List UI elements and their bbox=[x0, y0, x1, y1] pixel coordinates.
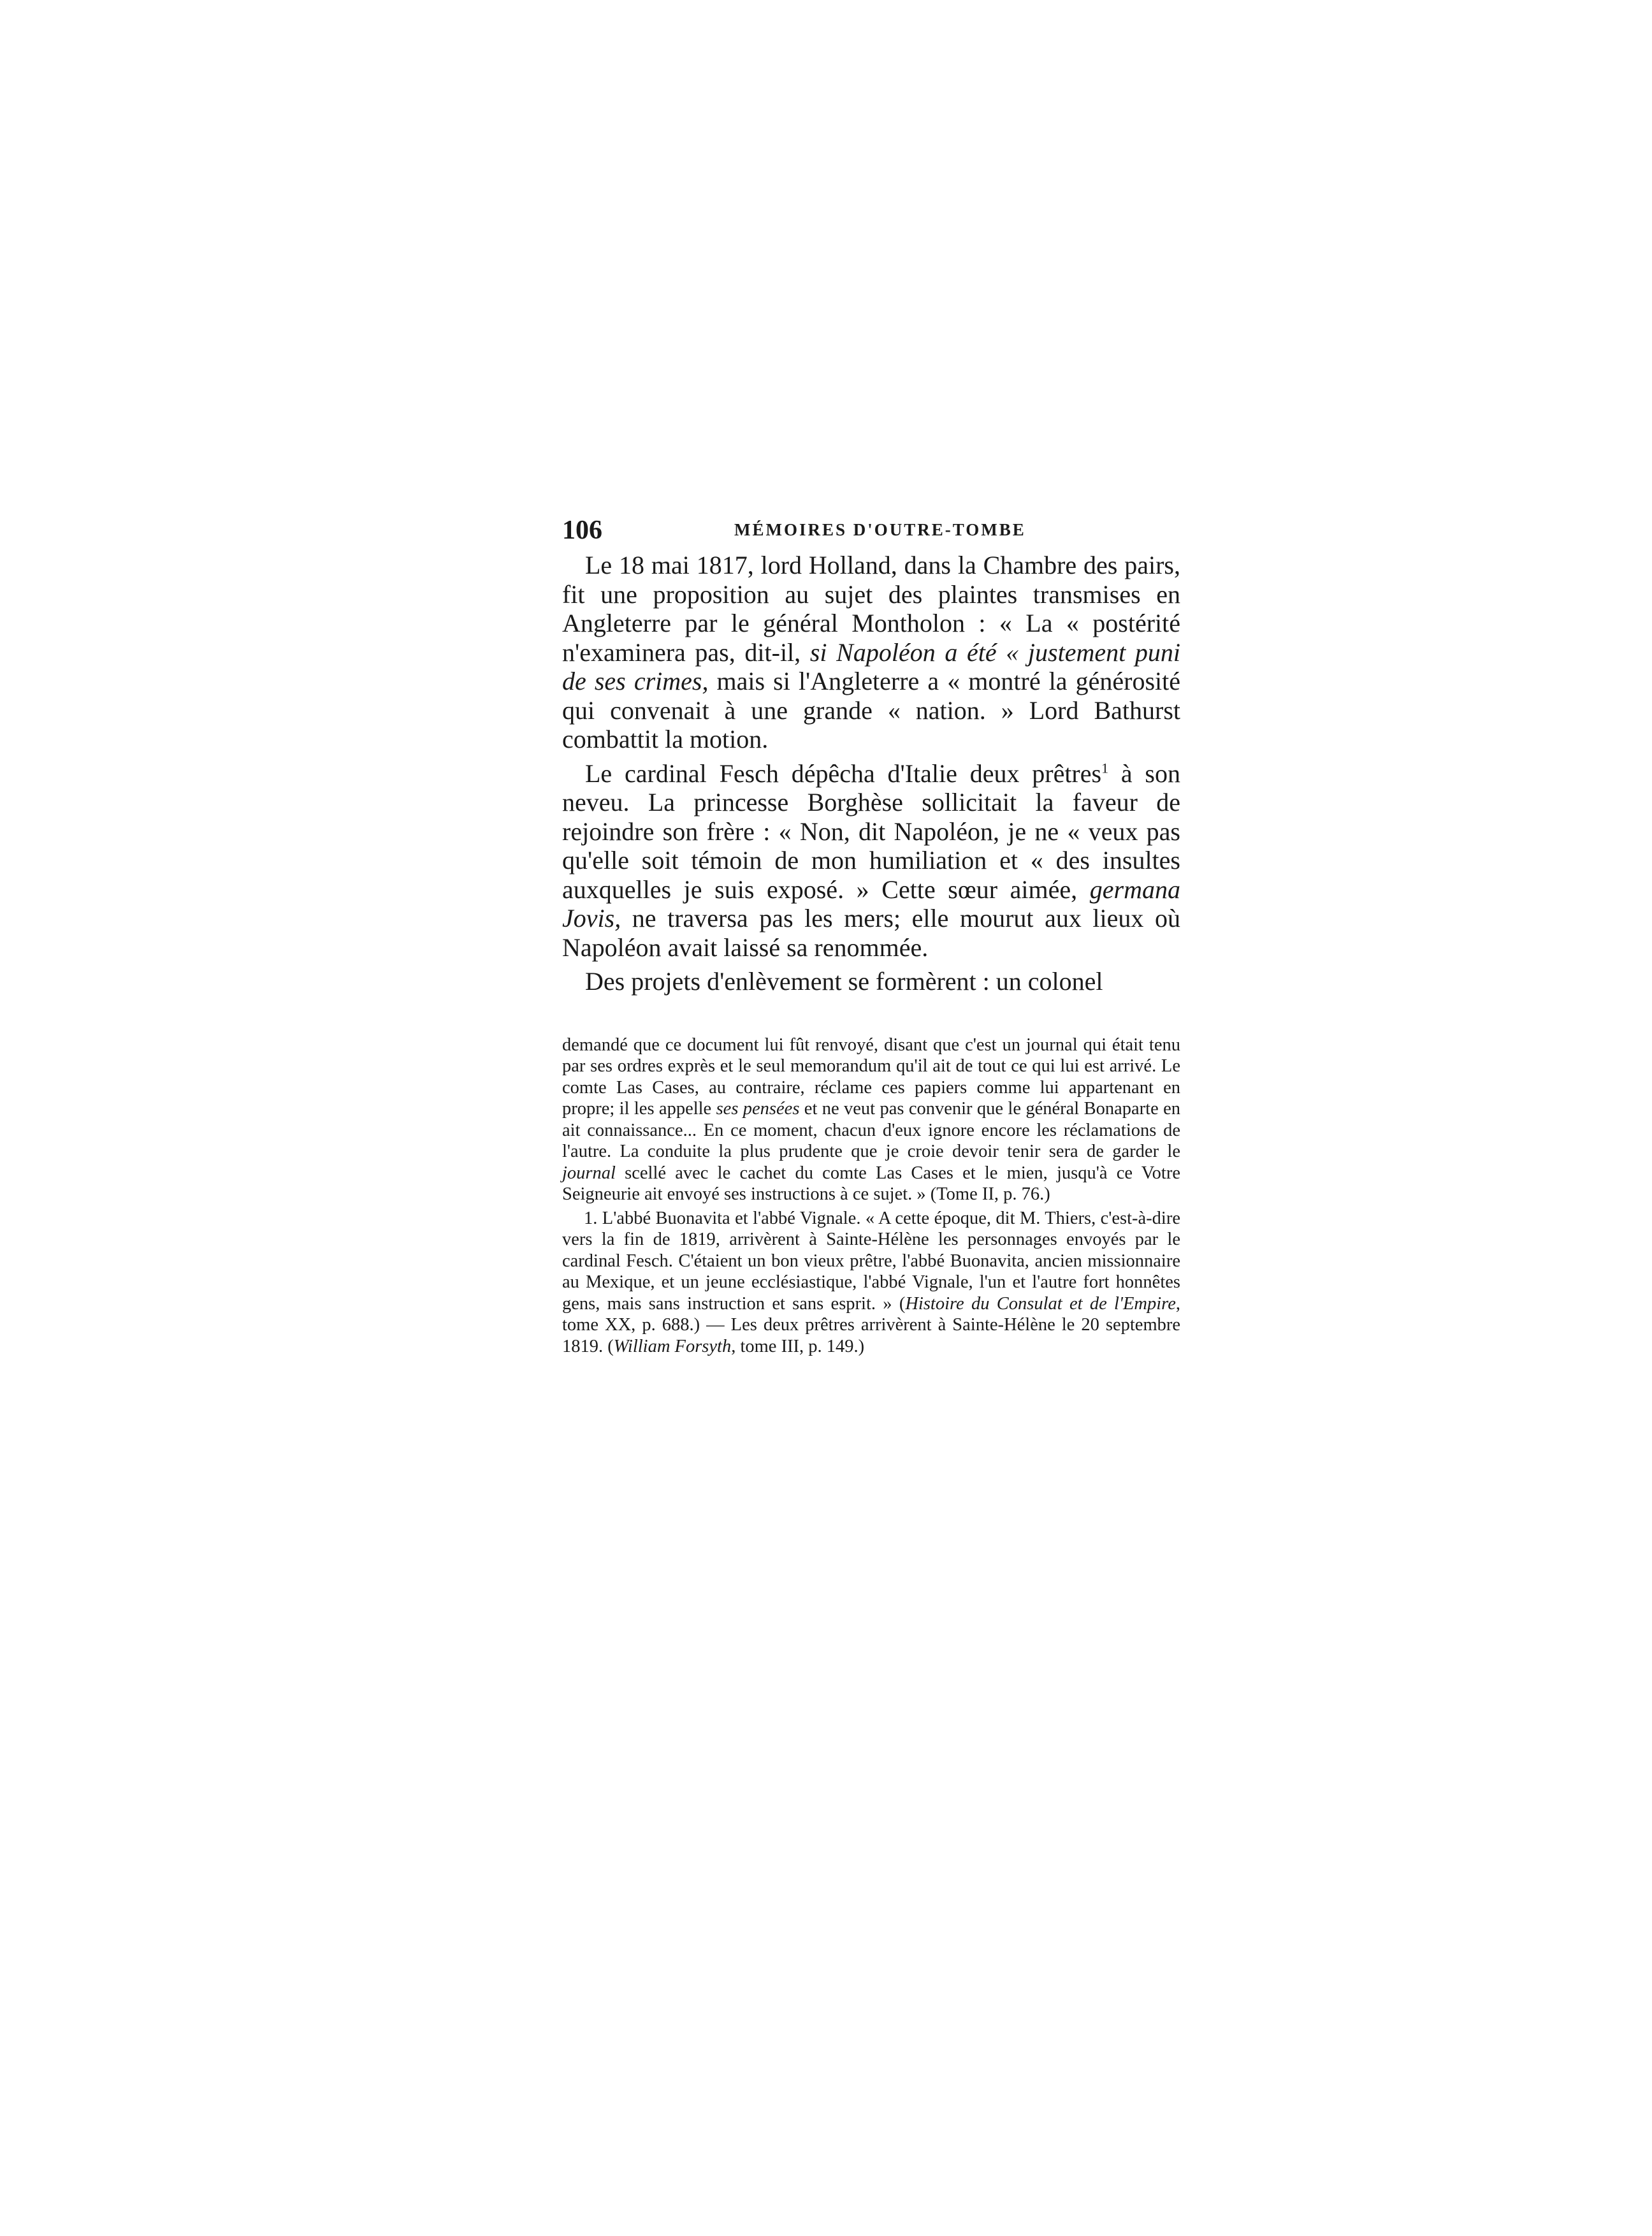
paragraph-3: Des projets d'enlèvement se formèrent : un colonel bbox=[585, 967, 1103, 996]
running-head: MÉMOIRES D'OUTRE-TOMBE bbox=[734, 520, 1026, 539]
page-header bbox=[562, 515, 1180, 551]
paragraph-1: Le 18 mai 1817, lord Holland, dans la Chambre des pairs, fit une proposition au sujet des plaintes transmises en Angleterre par le général Montholon : « La « postérité n'examinera pas, dit-il, si Napoléon a été « justement puni de ses crimes, mais si l'Angleterre a « montré la générosité qui convenait à une grande « nation. » Lord Bathurst combattit la motion. bbox=[562, 551, 1180, 753]
footnote-continuation: demandé que ce document lui fût renvoyé, disant que c'est un journal qui était tenu par ses ordres exprès et le seul memorandum qu'il ait de tout ce qui lui est arrivé. Le comte Las Cases, au contraire, réclame ces papiers comme lui appartenant en propre; il les appelle ses pensées et ne veut pas convenir que le général Bonaparte en ait connaissance... En ce moment, chacun d'eux ignore encore les réclamations de l'autre. La conduite la plus prudente que je croie devoir tenir sera de garder le journal scellé avec le cachet du comte Las Cases et le mien, jusqu'à ce Votre Seigneurie ait envoyé ses instructions à ce sujet. » (Tome II, p. 76.) bbox=[562, 1035, 1180, 1204]
body-text bbox=[562, 551, 1180, 996]
footnotes bbox=[562, 1035, 1180, 1358]
page-number: 106 bbox=[562, 516, 602, 545]
footnote-marker: 1 bbox=[1101, 760, 1109, 776]
footnote-1: 1. L'abbé Buonavita et l'abbé Vignale. « A cette époque, dit M. Thiers, c'est-à-dire vers la fin de 1819, arrivèrent à Sainte-Hélène les personnages envoyés par le cardinal Fesch. C'étaient un bon vieux prêtre, l'abbé Buonavita, ancien missionnaire au Mexique, et un jeune ecclésiastique, l'abbé Vignale, l'un et l'autre fort honnêtes gens, mais sans instruction et sans esprit. » (Histoire du Consulat et de l'Empire, tome XX, p. 688.) — Les deux prêtres arrivèrent à Sainte-Hélène le 20 septembre 1819. (William Forsyth, tome III, p. 149.) bbox=[562, 1208, 1180, 1356]
paragraph-2: Le cardinal Fesch dépêcha d'Italie deux prêtres$^1$ à son neveu. La princesse Borghèse sollicitait la faveur de rejoindre son frère : « Non, dit Napoléon, je ne « veux pas qu'elle soit témoin de mon humiliation et « des insultes auxquelles je suis exposé. » Cette sœur aimée, germana Jovis, ne traversa pas les mers; elle mourut aux lieux où Napoléon avait laissé sa renommée. bbox=[562, 759, 1180, 962]
book-page bbox=[562, 515, 1180, 1357]
